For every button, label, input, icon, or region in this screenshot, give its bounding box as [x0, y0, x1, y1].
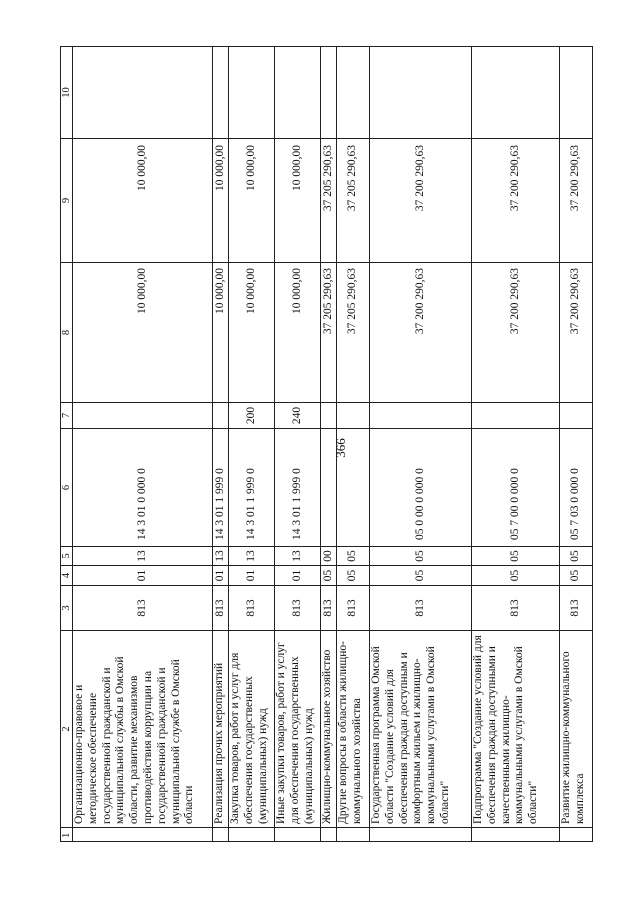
- amount-col9-cell: 10 000,00: [275, 139, 321, 263]
- amount-col9-cell: 37 200 290,63: [560, 139, 593, 263]
- row-name-cell: Реализация прочих мероприятий: [213, 631, 229, 828]
- amount-col9-cell: 10 000,00: [229, 139, 275, 263]
- target-article-cell: 14 3 01 1 999 0: [213, 429, 229, 547]
- amount-col8-cell: 37 205 290,63: [337, 263, 370, 403]
- budget-table: [60, 46, 593, 842]
- section-code-cell: 05: [472, 566, 560, 586]
- subsection-code-cell: 13: [275, 547, 321, 566]
- amount-col10-cell: [370, 47, 472, 139]
- subsection-code-cell: 13: [213, 547, 229, 566]
- row-index-cell: [275, 828, 321, 842]
- col-header-6: 6: [61, 429, 73, 547]
- amount-col9-cell: 37 205 290,63: [337, 139, 370, 263]
- expense-type-cell: [213, 403, 229, 429]
- amount-col10-cell: [73, 47, 213, 139]
- col-header-3: 3: [61, 586, 73, 631]
- col-header-8: 8: [61, 263, 73, 403]
- expense-type-cell: 200: [229, 403, 275, 429]
- amount-col8-cell: 37 205 290,63: [321, 263, 337, 403]
- amount-col8-cell: 10 000,00: [73, 263, 213, 403]
- row-name-cell: Иные закупки товаров, работ и услуг для обеспечения государственных (муниципальных) нужд: [275, 631, 321, 828]
- row-name-cell: Развитие жилищно-коммунального комплекса: [560, 631, 593, 828]
- target-article-cell: 14 3 01 1 999 0: [275, 429, 321, 547]
- subsection-code-cell: 05: [560, 547, 593, 566]
- row-index-cell: [321, 828, 337, 842]
- amount-col10-cell: [472, 47, 560, 139]
- target-article-cell: [321, 429, 337, 547]
- section-code-cell: 05: [321, 566, 337, 586]
- ministry-code-cell: 813: [472, 586, 560, 631]
- section-code-cell: 05: [337, 566, 370, 586]
- amount-col8-cell: 10 000,00: [229, 263, 275, 403]
- row-name-cell: Другие вопросы в области жилищно-коммунального хозяйства: [337, 631, 370, 828]
- amount-col8-cell: 10 000,00: [213, 263, 229, 403]
- section-code-cell: 01: [275, 566, 321, 586]
- ministry-code-cell: 813: [73, 586, 213, 631]
- table-row: [560, 47, 593, 842]
- page-number: 366: [333, 438, 348, 458]
- row-name-cell: Закупка товаров, работ и услуг для обеспечения государственных (муниципальных) нужд: [229, 631, 275, 828]
- row-name-cell: Подпрограмма "Создание условий для обеспечения граждан доступными и качественными жилищно-коммунальными услугами в Омской области": [472, 631, 560, 828]
- amount-col8-cell: 37 200 290,63: [472, 263, 560, 403]
- target-article-cell: 05 0 00 0 000 0: [370, 429, 472, 547]
- amount-col9-cell: 10 000,00: [213, 139, 229, 263]
- table-row: [321, 47, 337, 842]
- section-code-cell: 01: [213, 566, 229, 586]
- ministry-code-cell: 813: [229, 586, 275, 631]
- row-index-cell: [337, 828, 370, 842]
- col-header-4: 4: [61, 566, 73, 586]
- expense-type-cell: [472, 403, 560, 429]
- target-article-cell: 14 3 01 0 000 0: [73, 429, 213, 547]
- table-row: [275, 47, 321, 842]
- expense-type-cell: [370, 403, 472, 429]
- target-article-cell: 14 3 01 1 999 0: [229, 429, 275, 547]
- section-code-cell: 05: [370, 566, 472, 586]
- amount-col9-cell: 37 205 290,63: [321, 139, 337, 263]
- expense-type-cell: [321, 403, 337, 429]
- subsection-code-cell: 05: [472, 547, 560, 566]
- amount-col10-cell: [275, 47, 321, 139]
- amount-col9-cell: 10 000,00: [73, 139, 213, 263]
- expense-type-cell: [73, 403, 213, 429]
- amount-col10-cell: [560, 47, 593, 139]
- subsection-code-cell: 05: [337, 547, 370, 566]
- col-header-7: 7: [61, 403, 73, 429]
- row-index-cell: [229, 828, 275, 842]
- table-row: [370, 47, 472, 842]
- row-index-cell: [560, 828, 593, 842]
- row-name-cell: Жилищно-коммунальное хозяйство: [321, 631, 337, 828]
- ministry-code-cell: 813: [213, 586, 229, 631]
- row-name-cell: Организационно-правовое и методическое обеспечение государственной гражданской и муниципальной службы в Омской области, развитие механизмов противодействия коррупции на государственной гражданской и муниципальной службе в Омской области: [73, 631, 213, 828]
- expense-type-cell: [560, 403, 593, 429]
- row-index-cell: [213, 828, 229, 842]
- amount-col8-cell: 37 200 290,63: [370, 263, 472, 403]
- target-article-cell: 05 7 03 0 000 0: [560, 429, 593, 547]
- amount-col10-cell: [213, 47, 229, 139]
- row-index-cell: [472, 828, 560, 842]
- row-index-cell: [73, 828, 213, 842]
- amount-col8-cell: 37 200 290,63: [560, 263, 593, 403]
- col-header-5: 5: [61, 547, 73, 566]
- ministry-code-cell: 813: [370, 586, 472, 631]
- amount-col10-cell: [229, 47, 275, 139]
- col-header-10: 10: [61, 47, 73, 139]
- table-row: [73, 47, 213, 842]
- expense-type-cell: [337, 403, 370, 429]
- section-code-cell: 05: [560, 566, 593, 586]
- subsection-code-cell: 00: [321, 547, 337, 566]
- section-code-cell: 01: [73, 566, 213, 586]
- amount-col9-cell: 37 200 290,63: [472, 139, 560, 263]
- ministry-code-cell: 813: [321, 586, 337, 631]
- row-index-cell: [370, 828, 472, 842]
- ministry-code-cell: 813: [337, 586, 370, 631]
- col-header-1: 1: [61, 828, 73, 842]
- ministry-code-cell: 813: [275, 586, 321, 631]
- section-code-cell: 01: [229, 566, 275, 586]
- amount-col10-cell: [321, 47, 337, 139]
- amount-col9-cell: 37 200 290,63: [370, 139, 472, 263]
- target-article-cell: [337, 429, 370, 547]
- subsection-code-cell: 13: [73, 547, 213, 566]
- row-name-cell: Государственная программа Омской области "Создание условий для обеспечения граждан доступным и комфортным жильем и жилищно-коммунальными услугами в Омской области": [370, 631, 472, 828]
- table-row: [229, 47, 275, 842]
- col-header-9: 9: [61, 139, 73, 263]
- table-row: [472, 47, 560, 842]
- amount-col8-cell: 10 000,00: [275, 263, 321, 403]
- table-row: [337, 47, 370, 842]
- expense-type-cell: 240: [275, 403, 321, 429]
- target-article-cell: 05 7 00 0 000 0: [472, 429, 560, 547]
- table-row: [213, 47, 229, 842]
- ministry-code-cell: 813: [560, 586, 593, 631]
- header-row: [61, 47, 73, 842]
- budget-table-rotated: [60, 47, 586, 842]
- amount-col10-cell: [337, 47, 370, 139]
- subsection-code-cell: 05: [370, 547, 472, 566]
- col-header-2: 2: [61, 631, 73, 828]
- subsection-code-cell: 13: [229, 547, 275, 566]
